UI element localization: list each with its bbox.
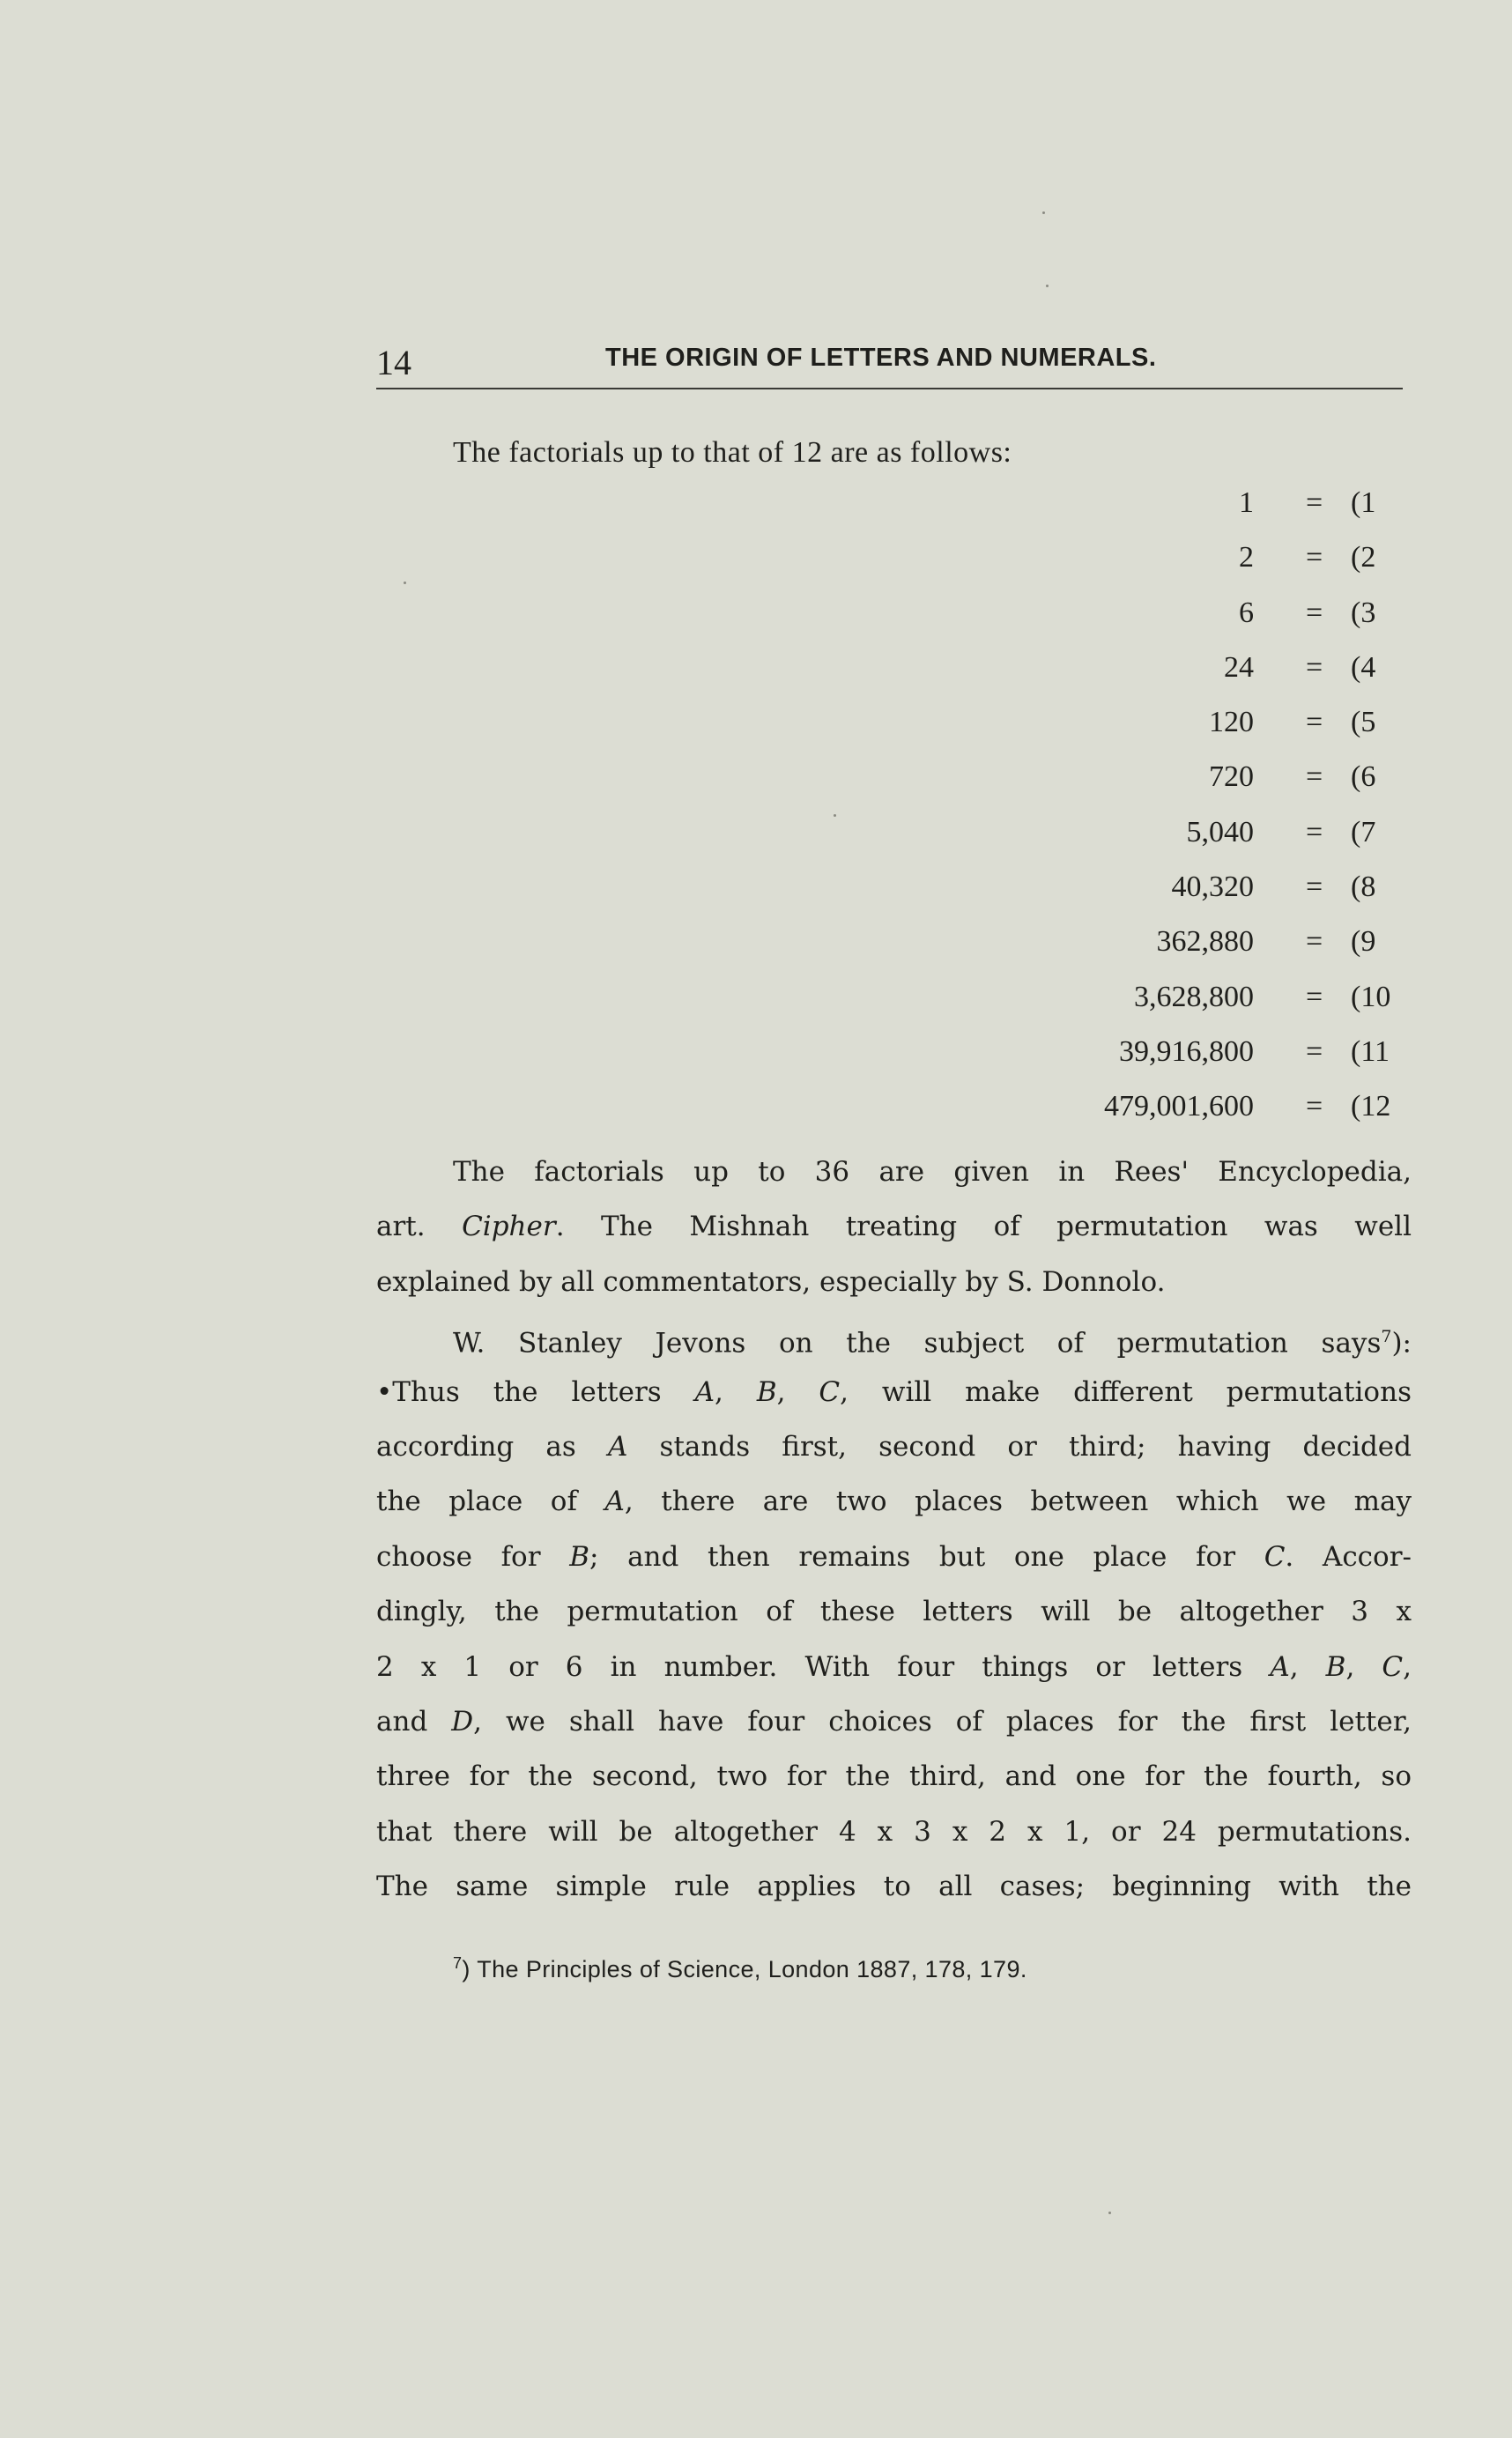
page-header [376,337,1403,391]
factorial-value: 40,320 [1171,871,1254,904]
equals-sign: = [1306,1090,1323,1123]
text-line: that there will be altogether 4 x 3 x 2 x 1, or 24 permutations. [376,1815,1412,1848]
factorial-value: 5,040 [1186,815,1254,848]
equals-sign: = [1306,650,1323,684]
paper-speck [1046,285,1049,287]
paper-speck [404,582,406,584]
text-line: according as A stands first, second or third; having decided [376,1430,1412,1463]
equals-sign: = [1306,925,1323,959]
running-head: THE ORIGIN OF LETTERS AND NUMERALS. [605,344,1157,372]
text-line: three for the second, two for the third, and one for the fourth, so [376,1760,1412,1793]
factorial-table [1013,486,1419,1145]
footnote-marker: 7 [453,1954,463,1972]
equals-sign: = [1306,486,1323,519]
body-text [376,1145,1412,1914]
factorial-row [1013,1090,1419,1145]
factorial-value: 3,628,800 [1134,980,1254,1013]
intro-line: The factorials up to that of 12 are as follows: [453,436,1012,469]
factorial-n: (11 [1351,1034,1390,1068]
factorial-row [1013,816,1419,871]
text-line: The same simple rule applies to all cases; beginning with the [376,1871,1412,1903]
text-line: dingly, the permutation of these letters will be altogether 3 x [376,1596,1412,1628]
factorial-value: 479,001,600 [1104,1090,1254,1123]
equals-sign: = [1306,871,1323,904]
equals-sign: = [1306,980,1323,1013]
factorial-value: 2 [1239,541,1254,574]
factorial-n: (1 [1351,486,1376,519]
factorial-value: 120 [1209,706,1254,739]
page-number: 14 [376,343,411,382]
paper-speck [834,814,836,817]
footnote: $^7$) The Principles of Science, London 1887, 178, 179. [453,1954,1027,1982]
factorial-row [1013,925,1419,980]
factorial-n: (10 [1351,980,1391,1013]
equals-sign: = [1306,1034,1323,1068]
factorial-value: 24 [1224,650,1254,684]
italic-term: Cipher [462,1211,556,1243]
factorial-row [1013,486,1419,541]
factorial-row [1013,597,1419,651]
header-rule [376,388,1403,389]
factorial-row [1013,871,1419,925]
factorial-row [1013,706,1419,760]
paper-speck [1108,2212,1111,2214]
text-line: The factorials up to 36 are given in Rees' Encyclopedia, [453,1156,1412,1188]
text-line: and D, we shall have four choices of places for the first letter, [376,1705,1412,1738]
text-line: 2 x 1 or 6 in number. With four things or letters A, B, C, [376,1650,1412,1683]
text-line: •Thus the letters A, B, C, will make different permutations [376,1375,1412,1408]
factorial-n: (12 [1351,1090,1391,1123]
footnote-text: The Principles of Science, London 1887, 178, 179. [470,1956,1027,1982]
equals-sign: = [1306,541,1323,574]
factorial-row [1013,541,1419,596]
equals-sign: = [1306,596,1323,629]
factorial-value: 362,880 [1156,925,1254,959]
equals-sign: = [1306,815,1323,848]
factorial-n: (2 [1351,541,1376,574]
text-line: W. Stanley Jevons on the subject of permutation says$^7$): [453,1327,1412,1360]
factorial-row [1013,1035,1419,1090]
text-line: the place of A, there are two places between which we may [376,1486,1412,1518]
text-line: choose for B; and then remains but one place for C. Accor- [376,1540,1412,1573]
factorial-n: (6 [1351,760,1376,794]
paper-speck [1042,211,1045,214]
factorial-n: (7 [1351,815,1376,848]
footnote-ref: 7 [1381,1327,1392,1347]
factorial-n: (3 [1351,596,1376,629]
factorial-row [1013,651,1419,706]
equals-sign: = [1306,706,1323,739]
factorial-n: (4 [1351,650,1376,684]
factorial-value: 6 [1239,596,1254,629]
factorial-row [1013,981,1419,1035]
factorial-value: 39,916,800 [1119,1034,1254,1068]
factorial-value: 1 [1239,486,1254,519]
factorial-n: (9 [1351,925,1376,959]
factorial-row [1013,760,1419,815]
factorial-n: (5 [1351,706,1376,739]
text-line: explained by all commentators, especially by S. Donnolo. [376,1265,1166,1298]
factorial-value: 720 [1209,760,1254,794]
factorial-n: (8 [1351,871,1376,904]
text-line: art. Cipher. The Mishnah treating of permutation was well [376,1211,1412,1243]
equals-sign: = [1306,760,1323,794]
